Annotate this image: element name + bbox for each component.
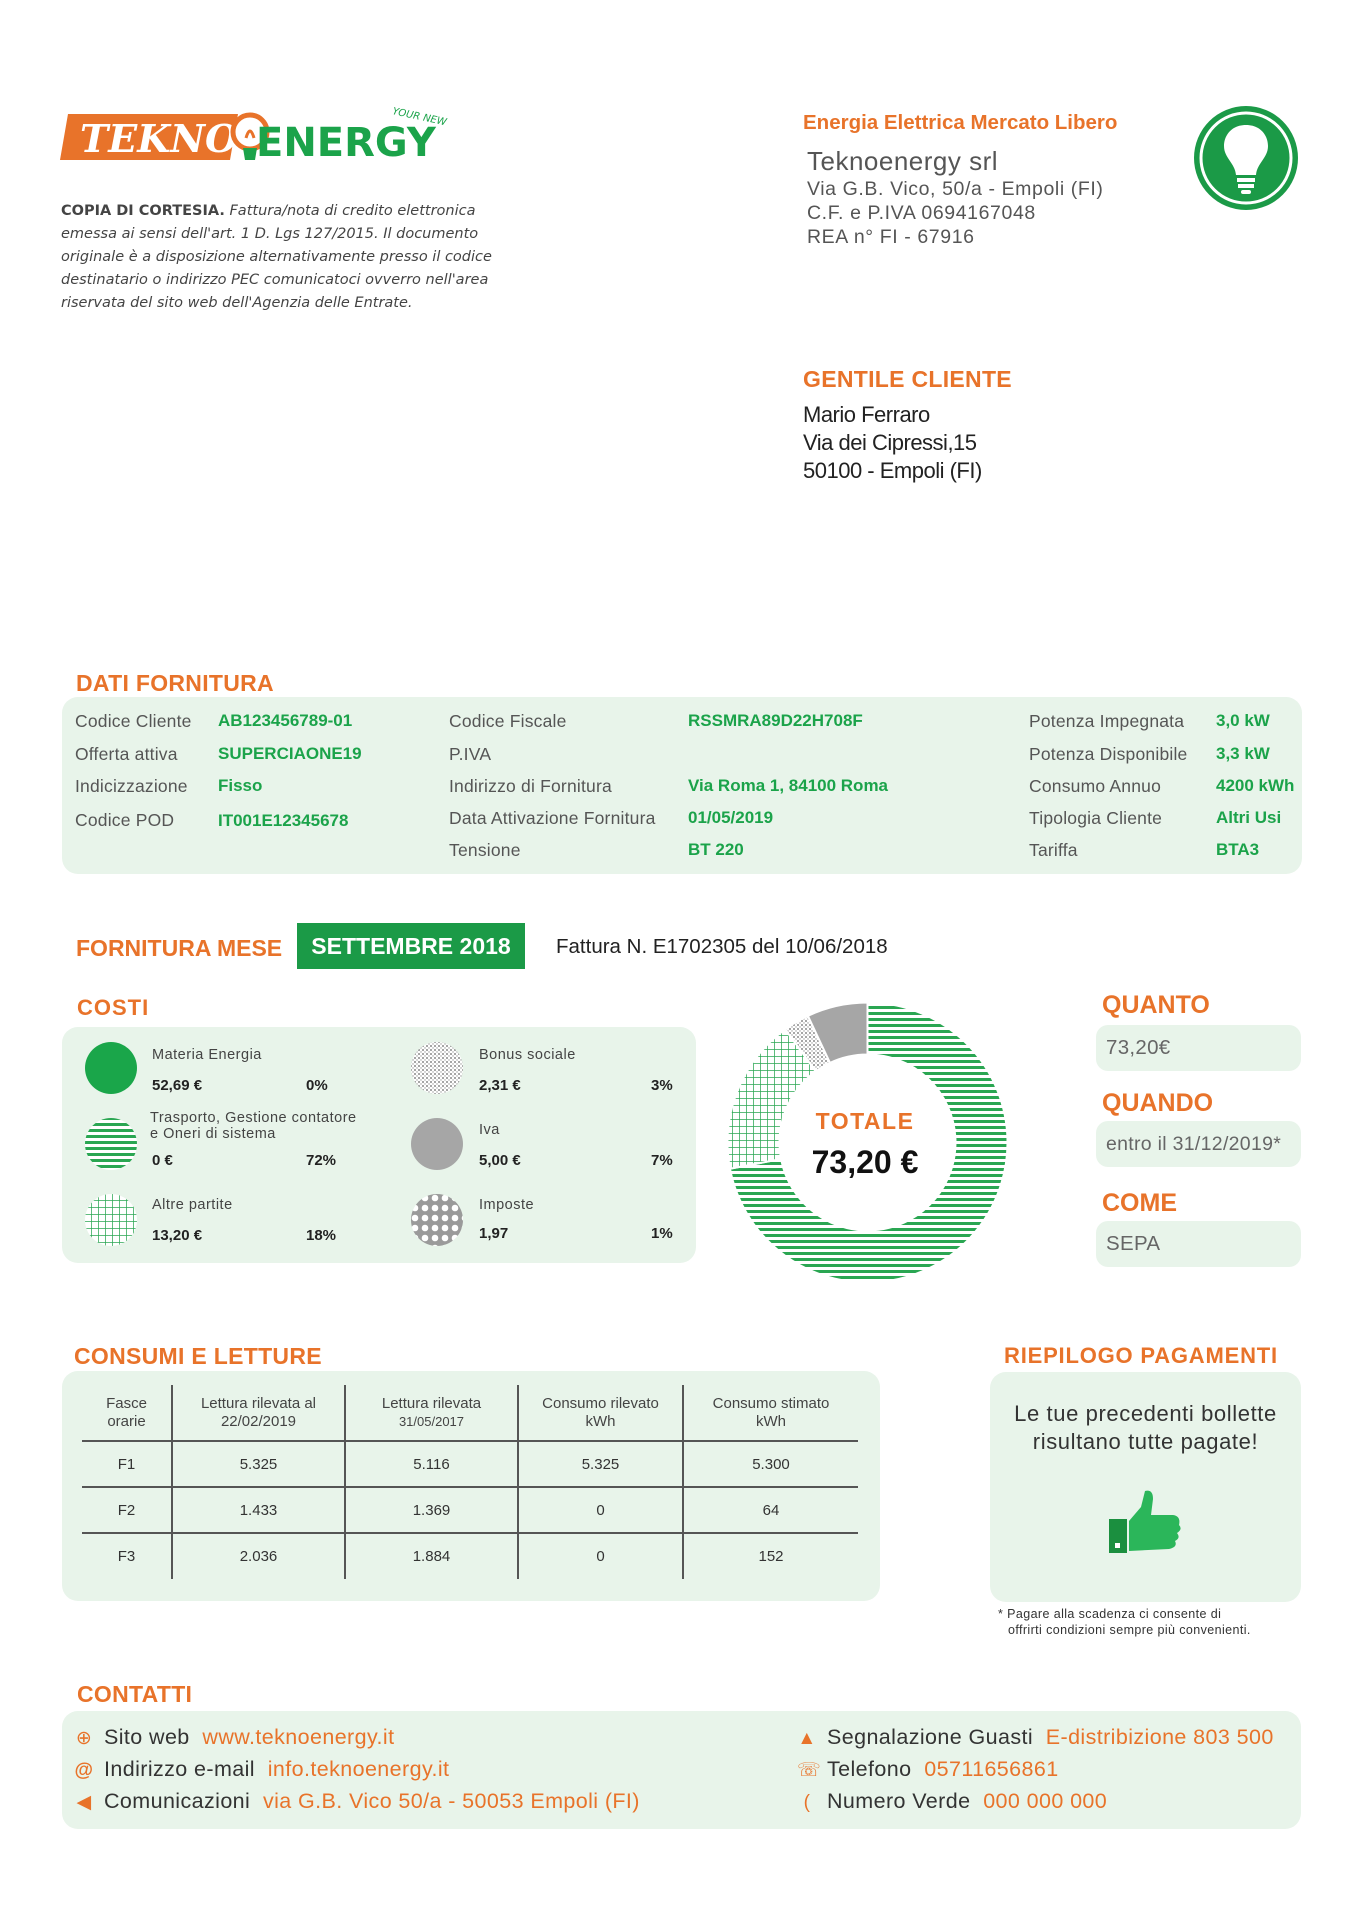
column-header: Lettura rilevata 31/05/2017 (345, 1385, 518, 1441)
phone-icon: ☏ (797, 1760, 822, 1781)
total-label: TOTALE (815, 1108, 915, 1134)
contact-faults: ▲ Segnalazione Guasti E-distribizione 803 500 (797, 1725, 1274, 1749)
table-row (82, 1441, 858, 1487)
table-cell: F3 (82, 1533, 172, 1579)
phone-number[interactable]: 05711656861 (924, 1757, 1059, 1781)
column-header: Consumo rilevato kWh (518, 1385, 683, 1441)
supply-label: Codice Fiscale (449, 711, 567, 731)
table-cell: 64 (683, 1487, 858, 1533)
cost-value: 5,00 € (479, 1152, 521, 1169)
payments-summary-title: RIEPILOGO PAGAMENTI (1004, 1343, 1278, 1368)
due-date-value: entro il 31/12/2019* (1096, 1121, 1301, 1167)
faults-number[interactable]: E-distribizione 803 500 (1045, 1725, 1274, 1749)
company-vat: C.F. e P.IVA 0694167048 (807, 202, 1036, 224)
company-name: Teknoenergy srl (807, 146, 999, 176)
table-cell: 152 (758, 1548, 784, 1565)
supply-value: RSSMRA89D22H708F (688, 711, 863, 730)
contact-communications: ◀ Comunicazioni via G.B. Vico 50/a - 50053 Empoli (FI) (74, 1789, 640, 1814)
cost-donut-chart (725, 1000, 1010, 1285)
table-row (82, 1533, 858, 1579)
supply-value: IT001E12345678 (218, 811, 349, 830)
supply-value: Altri Usi (1216, 808, 1282, 827)
supply-label: Data Attivazione Fornitura (449, 808, 656, 828)
supply-value: 3,0 kW (1216, 711, 1270, 730)
globe-icon: ⊕ (75, 1728, 93, 1749)
cost-name: Materia Energia (152, 1047, 262, 1063)
supply-label: Codice Cliente (75, 711, 192, 731)
note-line: * Pagare alla scadenza ci consente di (998, 1607, 1222, 1621)
courtesy-text: Fattura/nota di credito elettronica emessa ai sensi dell'art. 1 D. Lgs 127/2015. Il documento originale è a disposizione alternativamente presso il codice destinatario o indirizzo PEC comunicatoci ovverro nell'area riservata del sito web dell'Agenzia delle Entrate. (61, 203, 492, 311)
table-cell: 1.369 (345, 1487, 518, 1533)
teknoenergy-logo (60, 100, 460, 180)
cost-name: Trasporto, Gestione contatore (150, 1110, 357, 1126)
table-row (82, 1487, 858, 1533)
other-items-icon (84, 1193, 138, 1247)
cost-name: Iva (479, 1122, 500, 1138)
thumbs-up-icon (1105, 1485, 1185, 1565)
cost-percent: 7% (651, 1152, 673, 1169)
supply-label: Indicizzazione (75, 776, 188, 796)
summary-line: risultano tutte pagate! (1032, 1429, 1259, 1454)
supply-label: Consumo Annuo (1029, 776, 1161, 796)
supply-label: Tariffa (1029, 840, 1078, 860)
table-cell: F1 (82, 1441, 172, 1487)
customer-city: 50100 - Empoli (FI) (803, 458, 982, 483)
transport-cost-icon (84, 1117, 138, 1171)
lightbulb-icon (1191, 103, 1301, 213)
supply-value: BT 220 (688, 840, 744, 859)
supply-label: Indirizzo di Fornitura (449, 776, 612, 796)
table-cell: F2 (82, 1487, 172, 1533)
svg-text:YOUR NEW: YOUR NEW (391, 106, 448, 129)
payment-method-value: SEPA (1096, 1221, 1301, 1267)
supply-value: AB123456789-01 (218, 711, 353, 730)
svg-text:TEKNO: TEKNO (80, 116, 239, 161)
supply-value: 3,3 kW (1216, 744, 1270, 763)
cost-value: 1,97 (479, 1225, 509, 1242)
summary-line: Le tue precedenti bollette (1014, 1401, 1277, 1426)
supply-label: Codice POD (75, 810, 175, 830)
costs-title: COSTI (77, 995, 150, 1020)
energy-cost-icon (84, 1041, 138, 1095)
payment-method-title: COME (1102, 1189, 1177, 1217)
cost-name-line2: e Oneri di sistema (150, 1126, 276, 1142)
supply-value: 4200 kWh (1216, 776, 1295, 795)
amount-title: QUANTO (1102, 991, 1210, 1019)
total-value: 73,20 € (811, 1144, 919, 1180)
table-cell: 0 (518, 1533, 683, 1579)
month-value-badge: SETTEMBRE 2018 (297, 923, 525, 969)
cost-percent: 18% (306, 1227, 337, 1244)
table-cell: 5.300 (683, 1441, 858, 1487)
vat-icon (410, 1117, 464, 1171)
cost-percent: 1% (651, 1225, 673, 1242)
customer-street: Via dei Cipressi,15 (803, 430, 977, 455)
cost-name: Altre partite (152, 1197, 233, 1213)
supply-value: 01/05/2019 (688, 808, 774, 827)
invoice-number: Fattura N. E1702305 del 10/06/2018 (556, 935, 888, 958)
supply-label: P.IVA (449, 744, 492, 764)
supply-label: Tipologia Cliente (1029, 808, 1163, 828)
cost-value: 13,20 € (152, 1227, 203, 1244)
cost-value: 52,69 € (152, 1077, 203, 1094)
cost-name: Bonus sociale (479, 1047, 576, 1063)
contact-toll-free: ( Numero Verde 000 000 000 (797, 1789, 1107, 1814)
contact-email: @ Indirizzo e-mail info.teknoenergy.it (74, 1757, 450, 1781)
column-header: Fasce orarie (82, 1385, 172, 1441)
contact-phone: ☏ Telefono 05711656861 (797, 1757, 1059, 1781)
megaphone-icon: ◀ (76, 1792, 92, 1813)
readings-title: CONSUMI E LETTURE (74, 1343, 322, 1369)
table-cell: 5.325 (518, 1441, 683, 1487)
amount-value: 73,20€ (1096, 1025, 1301, 1071)
toll-free-number[interactable]: 000 000 000 (983, 1789, 1108, 1813)
table-cell: 2.036 (172, 1533, 345, 1579)
month-label: FORNITURA MESE (76, 935, 283, 961)
courtesy-lead: COPIA DI CORTESIA. (61, 203, 225, 219)
payment-note (998, 1606, 1308, 1638)
contact-website: ⊕ Sito web www.teknoenergy.it (75, 1725, 395, 1749)
cost-value: 0 € (152, 1152, 173, 1169)
address-value: via G.B. Vico 50/a - 50053 Empoli (FI) (262, 1789, 640, 1813)
website-link[interactable]: www.teknoenergy.it (202, 1725, 395, 1749)
supply-value: Via Roma 1, 84100 Roma (688, 776, 889, 795)
cost-name: Imposte (479, 1197, 535, 1213)
company-rea: REA n° FI - 67916 (807, 226, 975, 248)
warning-icon: ▲ (797, 1728, 817, 1749)
social-bonus-icon (410, 1041, 464, 1095)
table-cell: 1.433 (172, 1487, 345, 1533)
column-header: Lettura rilevata al 22/02/2019 (172, 1385, 345, 1441)
supply-label: Potenza Disponibile (1029, 744, 1188, 764)
supply-label: Tensione (449, 840, 521, 860)
due-date-title: QUANDO (1102, 1089, 1214, 1117)
cost-percent: 3% (651, 1077, 673, 1094)
column-header: Consumo stimato kWh (683, 1385, 858, 1441)
svg-text:ENERGY: ENERGY (256, 120, 436, 166)
handset-icon: ( (803, 1792, 811, 1813)
contacts-title: CONTATTI (77, 1681, 193, 1707)
email-link[interactable]: info.teknoenergy.it (267, 1757, 450, 1781)
payments-summary-text (990, 1400, 1301, 1456)
supply-value: Fisso (218, 776, 263, 795)
supply-title: DATI FORNITURA (76, 670, 274, 696)
customer-title: GENTILE CLIENTE (803, 366, 1012, 392)
note-line: offrirti condizioni sempre più convenienti. (1008, 1623, 1251, 1637)
customer-name: Mario Ferraro (803, 402, 930, 427)
readings-table (82, 1385, 858, 1579)
table-cell: 1.884 (345, 1533, 518, 1579)
supply-label: Potenza Impegnata (1029, 711, 1185, 731)
table-cell: 5.116 (345, 1441, 518, 1487)
cost-percent: 0% (306, 1077, 328, 1094)
at-icon: @ (74, 1760, 94, 1781)
cost-value: 2,31 € (479, 1077, 521, 1094)
table-header-row (82, 1385, 858, 1441)
market-label: Energia Elettrica Mercato Libero (803, 111, 1118, 134)
cost-percent: 72% (306, 1152, 337, 1169)
supply-value: SUPERCIAONE19 (218, 744, 362, 763)
table-cell: 5.325 (172, 1441, 345, 1487)
taxes-icon (410, 1193, 464, 1247)
table-cell: 0 (518, 1487, 683, 1533)
courtesy-copy-notice (61, 200, 521, 315)
supply-label: Offerta attiva (75, 744, 178, 764)
company-address: Via G.B. Vico, 50/a - Empoli (FI) (807, 178, 1104, 200)
supply-value: BTA3 (1216, 840, 1260, 859)
